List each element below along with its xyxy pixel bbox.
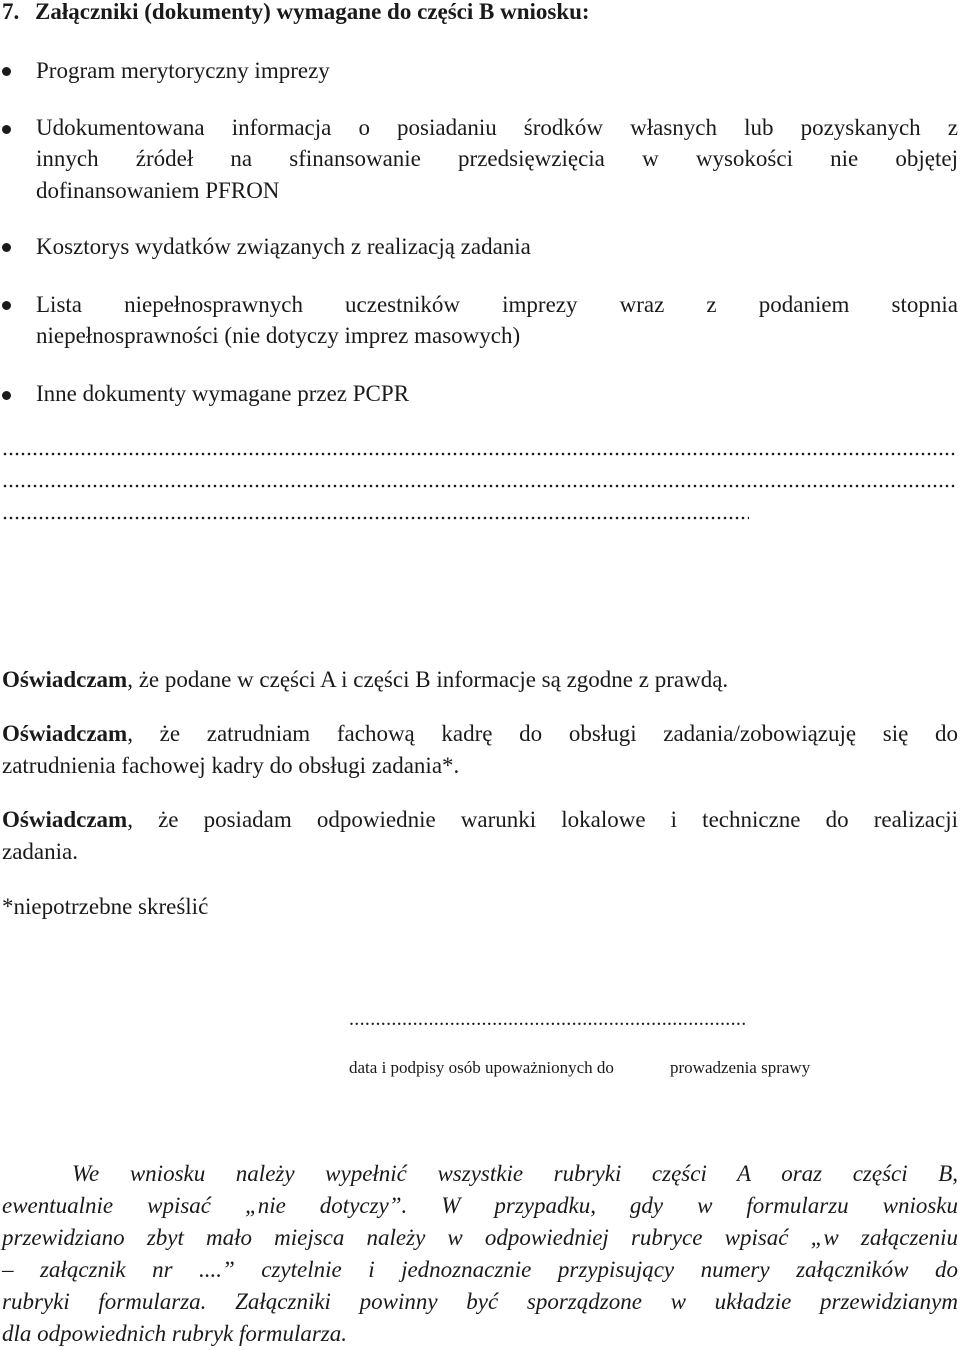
attachment-item-funding-line-2: innych źródeł na sfinansowanie przedsięwzięcia w wysokości nie objętej [36, 146, 958, 171]
declaration-premises-line-2: zadania. [2, 839, 78, 864]
signature-caption-right: prowadzenia sprawy [670, 1058, 811, 1077]
fill-line [2, 484, 957, 488]
bullet-icon [2, 243, 11, 252]
declaration-bold: Oświadczam [2, 667, 128, 692]
declaration-bold: Oświadczam [2, 807, 128, 832]
declaration-bold: Oświadczam [2, 721, 128, 746]
instructions-line-6: dla odpowiednich rubryk formularza. [2, 1321, 347, 1346]
attachment-item-program: Program merytoryczny imprezy [36, 58, 330, 83]
declaration-premises-line-1: Oświadczam, że posiadam odpowiednie warunki lokalowe i techniczne do realizacji [2, 807, 958, 832]
signature-caption-left: data i podpisy osób upoważnionych do [349, 1058, 614, 1077]
instructions-line-1: We wniosku należy wypełnić wszystkie rubryki części A oraz części B, [72, 1161, 958, 1186]
section-number: 7. [2, 0, 20, 24]
bullet-icon [2, 391, 11, 400]
instructions-line-4: – załącznik nr ....” czytelnie i jednoznacznie przypisujący numery załączników do [2, 1257, 958, 1282]
bullet-icon [2, 125, 11, 134]
attachment-item-participants-line-2: niepełnosprawności (nie dotyczy imprez masowych) [36, 323, 521, 348]
attachment-item-funding-line-1: Udokumentowana informacja o posiadaniu środków własnych lub pozyskanych z [36, 115, 958, 140]
bullet-icon [2, 67, 11, 76]
attachment-item-cost-estimate: Kosztorys wydatków związanych z realizacją zadania [36, 234, 531, 259]
attachment-item-participants-line-1: Lista niepełnosprawnych uczestników imprezy wraz z podaniem stopnia [36, 292, 958, 317]
footnote: *niepotrzebne skreślić [2, 894, 209, 919]
attachment-item-funding-line-3: dofinansowaniem PFRON [36, 178, 280, 203]
fill-line [2, 516, 749, 520]
signature-line[interactable]: ........................................................................... [349, 1008, 747, 1030]
declaration-data-accuracy: Oświadczam, że podane w części A i części B informacje są zgodne z prawdą. [2, 667, 729, 692]
bullet-icon [2, 301, 11, 310]
section-title: Załączniki (dokumenty) wymagane do części B wniosku: [35, 0, 590, 24]
fill-line [2, 452, 957, 456]
instructions-line-2: ewentualnie wpisać „nie dotyczy”. W przypadku, gdy w formularzu wniosku [2, 1193, 958, 1218]
attachment-item-other-documents: Inne dokumenty wymagane przez PCPR [36, 381, 410, 406]
declaration-staff-line-1: Oświadczam, że zatrudniam fachową kadrę do obsługi zadania/zobowiązuję się do [2, 721, 958, 746]
instructions-line-5: rubryki formularza. Załączniki powinny być sporządzone w układzie przewidzianym [2, 1289, 958, 1314]
section-heading [2, 0, 590, 28]
declaration-staff-line-2: zatrudnienia fachowej kadry do obsługi zadania*. [2, 753, 460, 778]
instructions-line-3: przewidziano zbyt mało miejsca należy w odpowiedniej rubryce wpisać „w załączeniu [2, 1225, 958, 1250]
